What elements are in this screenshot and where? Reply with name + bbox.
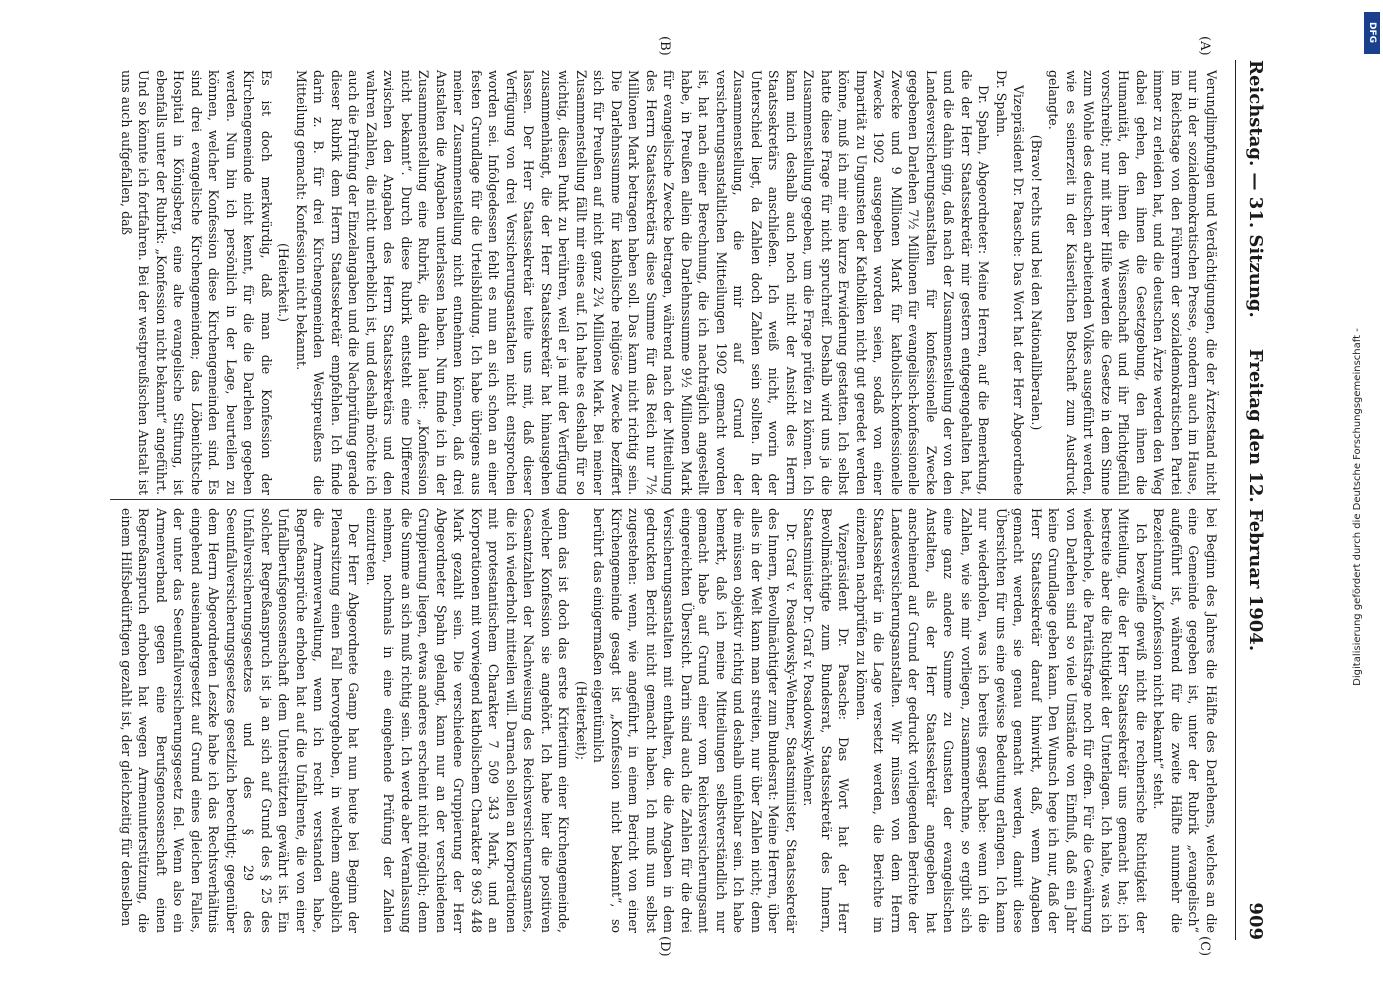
paragraph: (Heiterkeit.): [276, 243, 291, 322]
text-column-right: [110, 508, 1220, 933]
page-number: 909: [1244, 902, 1266, 940]
margin-marker-d: (D): [656, 936, 672, 957]
paragraph: Dr. Spahn, Abgeordneter: Meine Herren, auf die Bemerkung, die der Herr Staatssekretär mir gestern entgegengehalten hat, und die dahin ging, daß nach der Zusammenstellung der von den Landesversicherungsanstalten für konfessionelle Zwecke gegebenen Darlehen 7½ Millionen für evangelisch-konfessionelle Zwecke und 9 Millionen Mark für katholisch-konfessionelle Zwecke 1902 ausgegeben worden seien, sodaß von einer Imparität zu Ungunsten der Katholiken nicht gut geredet werden könne, muß ich mir eine kurze Erwiderung gestatten. Ich selbst hatte diese Frage für nicht spruchreif. Deshalb wird uns ja die Zusammenstellung gegeben, um die Frage prüfen zu können. Ich kann mich deshalb auch noch nicht der Ansicht des Herrn Staatssekretärs anschließen. Ich weiß nicht, worin der Unterschied liegt, da Zahlen doch Zahlen sein sollten. In der Zusammenstellung, die mir auf Grund der versicherungsanstaltlichen Mitteilungen 1902 gemacht worden ist, hat nach einer Berechnung, die ich nachträglich angestellt habe, in Preußen allein die Darlehnssumme 9½ Millionen Mark für evangelische Zwecke betragen, während nach der Mitteilung des Herrn Staatssekretärs diese Summe für das Reich nur 7½ Millionen Mark betragen haben soll. Das kann nicht richtig sein. Die Darlehnssumme für katholische religiöse Zwecke beziffert sich für Preußen auf nicht ganz 2¾ Millionen Mark. Bei meiner Zusammenstellung fällt mir eines auf. Ich halte es deshalb für so wichtig, diesen Punkt zu berühren, weil er ja mit der Verfügung zusammenhängt, die der Herr Staatssekretär hat hinausgehen lassen. Der Herr Staatssekretär teilte uns mit, daß dieser Verfügung von drei Versicherungsanstalten nicht entsprochen worden sei. Infolgedessen fehlt es nun an sich schon an einer festen Grundlage für die Urteilsbildung. Ich habe übrigens aus meiner Zusammenstellung nicht entnehmen können, daß drei Anstalten die Angaben unterlassen haben. Nun finde ich in der Zusammenstellung eine Rubrik, die dahin lautet: „Konfession nicht bekannt“. Durch diese Rubrik entsteht eine Differenz zwischen den Angaben des Herrn Staatssekretärs und den wahren Zahlen, die nicht unerheblich ist, und deshalb möchte ich auch die Prüfung der Einzelangaben und die Nachprüfung gerade dieser Rubrik dem Herrn Staatssekretär empfehlen. Ich finde darin z. B. für drei Kirchengemeinden Westpreußens die Mitteilung gemacht: Konfession nicht bekannt.: [293, 70, 991, 495]
paragraph: Ich bezweifle gewiß nicht die rechnerische Richtigkeit der Mitteilung, die der Herr Staatssekretär uns gemacht hat; ich bestreite aber die Richtigkeit der Unterlagen. Ich halte, was ich wiederhole, die Paritätsfrage noch für offen. Für die Gewährung von Darlehen sind so viele Umstände von Einfluß, daß ein Jahr keine Grundlage geben kann. Den Wunsch hege ich nur, daß der Herr Staatssekretär darauf hinwirkt, daß, wenn Angaben gemacht werden, sie genau gemacht werden, damit diese Übersichten für uns eine gewisse Bedeutung erlangen. Ich kann nur wiederholen, was ich bereits gesagt habe: wenn ich die Zahlen, wie sie mir vorliegen, zusammenrechne, so ergibt sich eine ganz andere Summe zu Gunsten der evangelischen Anstalten, als der Herr Staatssekretär angegeben hat anscheinend auf Grund der gedruckt vorliegenden Berichte der Landesversicherungsanstalten. Wir müssen von dem Herrn Staatssekretär in die Lage versetzt werden, die Berichte im einzelnen nachprüfen zu können.: [853, 508, 1149, 933]
header-session: Reichstag. — 31. Sitzung.: [1244, 60, 1266, 318]
header-rule: [1235, 60, 1236, 940]
document-page: [72, 30, 1312, 970]
paragraph: (Bravo! rechts und bei den Nationalliberalen.): [1028, 134, 1044, 431]
margin-marker-b: (B): [656, 36, 672, 56]
column-divider: [110, 499, 1220, 500]
paragraph: Vizepräsident Dr. Paasche: Das Wort hat der Herr Abgeordnete Dr. Spahn.: [993, 70, 1026, 495]
paragraph: (Heiterkeit);: [573, 680, 589, 761]
paragraph: denn das ist doch das erste Kriterium einer Kirchengemeinde, welcher Konfession sie angehört. Ich habe hier die positiven Gesamtzahlen der Nachweisung des Reichsversicherungsamtes, die ich wiederholt mitteilen will. Darnach sollen an Korporationen mit protestantischem Charakter 7 509 343 Mark, und an Korporationen mit vorwiegend katholischem Charakter 8 963 448 Mark gezahlt sein. Die verschiedene Gruppierung der Herr Abgeordneter Spahn gelangt, kann nur an der verschiedenen Gruppierung liegen, etwas anderes erscheint nicht möglich; denn die Summe an sich muß richtig sein. Ich werde aber Veranlassung nehmen, nochmals in eine eingehende Prüfung der Zahlen einzutreten.: [363, 508, 571, 933]
text-column-left: [110, 70, 1220, 495]
paragraph: Verunglimpfungen und Verdächtigungen, die der Ärztestand nicht nur in der sozialdemokratischen Presse, sondern auch im Hause, im Reichstage von den Führern der sozialdemokratischen Partei immer zu erleiden hat, und die deutschen Ärzte werden den Weg dabei gehen, den ihnen die Gesetzgebung, den ihnen die Humanität, den ihnen die Wissenschaft und ihr Pflichtgefühl vorschreibt; nur mit ihrer Hilfe werden die Gesetze in dem Sinne zum Wohle des deutschen arbeitenden Volkes ausgeführt werden, wie es seinerzeit in der Kaiserlichen Botschaft zum Ausdruck gelangte.: [1046, 70, 1219, 495]
paragraph: Der Herr Abgeordnete Gamp hat nun heute bei Beginn der Plenarsitzung einen Fall hervorgehoben, in welchem angeblich die Armenverwaltung, wenn ich recht verstanden habe, Regreßansprüche erhoben hat auf die Unfallrente, die von einer Unfallberufsgenossenschaft dem Unterstützten gewährt ist. Ein solcher Regreßanspruch ist ja an sich auf Grund des § 25 des Unfallversicherungsgesetzes und des § 29 des Seeunfallversicherungsgesetzes gesetzlich berechtigt; gegenüber dem Herrn Abgeordneten Leszke habe ich das Rechtsverhältnis eingehend auseinandergesetzt auf Grund eines gleichen Falles, der unter das Seeunfallversicherungsgesetz fiel. Wenn also ein Armenverband gegen eine Berufsgenossenschaft einen Regreßanspruch erhoben hat wegen Armenunterstützung, die einem Hilfsbedürftigen gezahlt ist, der gleichzeitig für denselben: [118, 508, 361, 933]
paragraph: Es ist doch merkwürdig, daß man die Konfession der Kirchengemeinde nicht kennt, für die die Darlehen gegeben werden. Nun bin ich persönlich in der Lage, beurteilen zu können, welcher Konfession diese Kirchengemeinden sind. Es sind drei evangelische Kirchengemeinden; das Löbenichtsche Hospital in Königsberg, eine alte evangelische Stiftung, ist ebenfalls unter der Rubrik: „Konfession nicht bekannt“ angeführt. Und so könnte ich fortfahren. Bei der westpreußischen Anstalt ist uns auch aufgefallen, daß: [118, 70, 274, 495]
dfg-logo: DFG: [1364, 12, 1380, 54]
margin-marker-a: (A): [1196, 36, 1212, 56]
paragraph: Dr. Graf v. Posadowsky-Wehner, Staatsminister, Staatssekretär des Innern, Bevollmächtigter zum Bundesrat: Meine Herren, über alles in der Welt kann man streiten, nur über Zahlen nicht; denn die müssen objektiv richtig und deshalb unfehlbar sein. Ich habe bemerkt, daß ich meine Mitteilungen selbstverständlich nur gemacht habe auf Grund einer vom Reichsversicherungsamt eingereichten Übersicht. Darin sind auch die Zahlen für die drei Versicherungsanstalten mit enthalten, die die Angaben in dem gedruckten Bericht nicht gemacht haben. Ich muß nun selbst zugestehen: wenn, wie angeführt, in einem Bericht von einer Kirchengemeinde gesagt ist „Konfession nicht bekannt“, so berührt das einigermaßen eigentümlich: [591, 508, 799, 933]
running-header: [1238, 60, 1266, 940]
paragraph: bei Beginn des Jahres die Hälfte des Darlehens, welches an die eine Gemeinde gegeben ist, unter der Rubrik „evangelisch“ aufgeführt ist, während für die zweite Hälfte nunmehr die Bezeichnung „Konfession nicht bekannt“ steht.: [1151, 508, 1219, 933]
header-date: Freitag den 12. Februar 1904.: [1244, 348, 1266, 652]
paragraph: Vizepräsident Dr. Paasche: Das Wort hat der Herr Bevollmächtigte zum Bundesrat, Staatssekretär des Innern, Staatsminister Dr. Graf v. Posadowsky-Wehner.: [801, 508, 851, 933]
margin-marker-c: (C): [1196, 936, 1212, 957]
digitization-credit: Digitalisierung gefördert durch die Deutsche Forschungsgemeinschaft -: [1352, 328, 1363, 686]
